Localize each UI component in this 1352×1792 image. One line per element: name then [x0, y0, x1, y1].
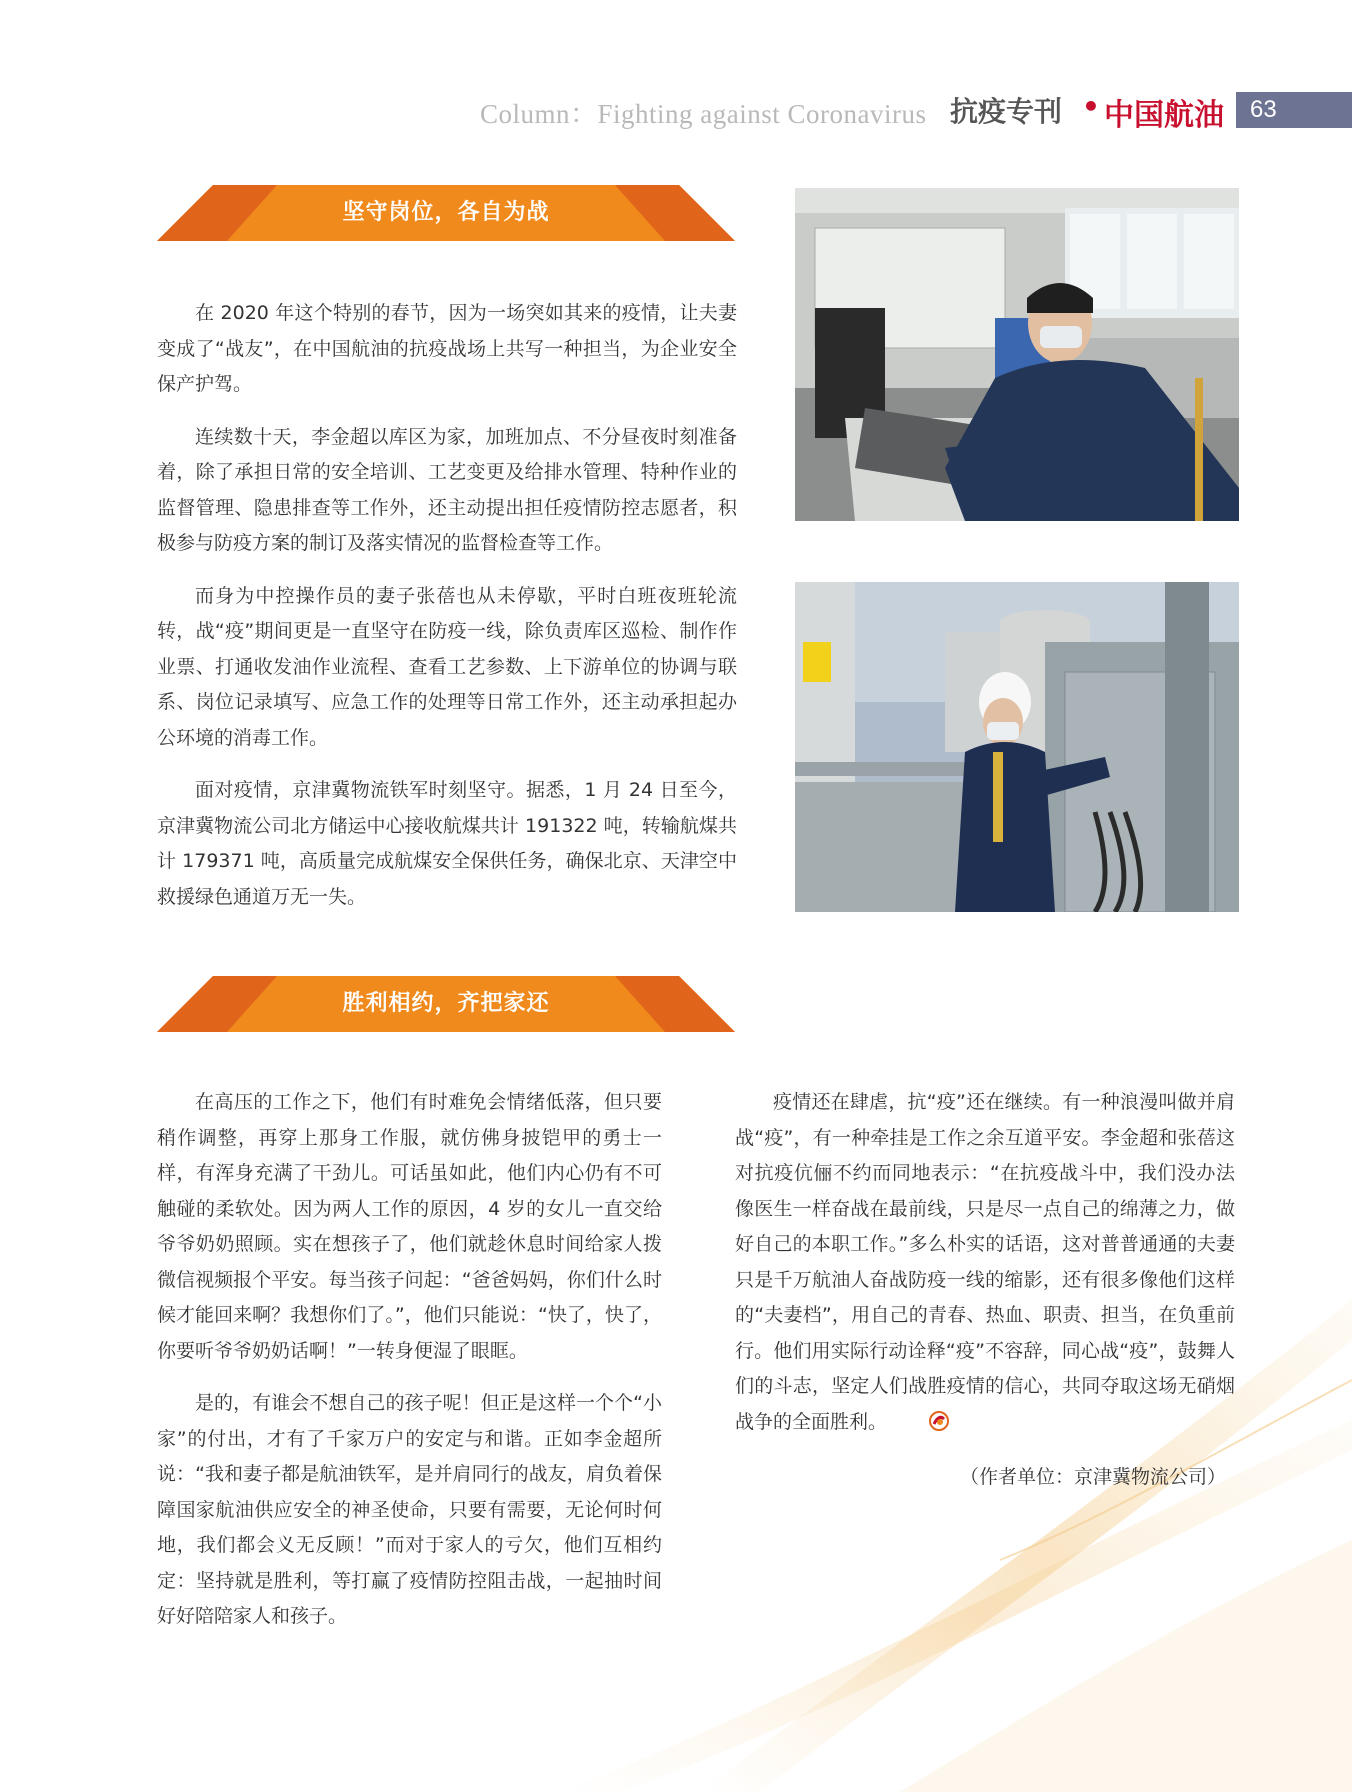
- paragraph: 而身为中控操作员的妻子张蓓也从未停歇，平时白班夜班轮流转，战“疫”期间更是一直坚守在防疫一线，除负责库区巡检、制作作业票、打通收发油作业流程、查看工艺参数、上下游单位的协调与联系、岗位记录填写、应急工作的处理等日常工作外，还主动承担起办公环境的消毒工作。: [157, 584, 737, 749]
- section2-title: 胜利相约，齐把家还: [342, 991, 550, 1016]
- paragraph: 面对疫情，京津冀物流铁军时刻坚守。据悉，1 月 24 日至今，京津冀物流公司北方储运中心接收航煤共计 191322 吨，转输航煤共计 179371 吨，高质量完成航煤安全保供任务，确保北京、天津空中救援绿色通道万无一失。: [157, 779, 737, 908]
- section2-banner: [157, 976, 735, 1032]
- section1-banner: [157, 185, 735, 241]
- office-photo: [795, 188, 1239, 521]
- paragraph: 连续数十天，李金超以库区为家，加班加点、不分昼夜时刻准备着，除了承担日常的安全培训、工艺变更及给排水管理、特种作业的监督管理、隐患排查等工作外，还主动提出担任疫情防控志愿者，积极参与防疫方案的制订及落实情况的监督检查等工作。: [157, 425, 737, 554]
- paragraph: [735, 1085, 1235, 1440]
- section1-text: [157, 296, 737, 932]
- column-title-cn: 抗疫专刊: [950, 95, 1063, 128]
- inspection-photo: [795, 582, 1239, 912]
- author-note: （作者单位：京津冀物流公司）: [960, 1466, 1227, 1488]
- paragraph: 在高压的工作之下，他们有时难免会情绪低落，但只要稍作调整，再穿上那身工作服，就仿佛身披铠甲的勇士一样，有浑身充满了干劲儿。可话虽如此，他们内心仍有不可触碰的柔软处。因为两人工作的原因，4 岁的女儿一直交给爷爷奶奶照顾。实在想孩子了，他们就趁休息时间给家人拨微信视频报个平安。每当孩子问起：“爸爸妈妈，你们什么时候才能回来啊？我想你们了。”，他们只能说：“快了，快了，你要听爷爷奶奶话啊！”一转身便湿了眼眶。: [157, 1091, 662, 1362]
- section2-right-text: [735, 1085, 1235, 1457]
- header-dot: •: [1082, 90, 1100, 123]
- page-number: 63: [1250, 96, 1277, 123]
- paragraph: 是的，有谁会不想自己的孩子呢！但正是这样一个个“小家”的付出，才有了千家万户的安定与和谐。正如李金超所说：“我和妻子都是航油铁军，是并肩同行的战友，肩负着保障国家航油供应安全的神圣使命，只要有需要，无论何时何地，我们都会义无反顾！”而对于家人的亏欠，他们互相约定：坚持就是胜利，等打赢了疫情防控阻击战，一起抽时间好好陪陪家人和孩子。: [157, 1392, 662, 1627]
- column-title-en: Column：Fighting against Coronavirus: [480, 99, 927, 129]
- section2-left-text: [157, 1085, 662, 1652]
- paragraph: 在 2020 年这个特别的春节，因为一场突如其来的疫情，让夫妻变成了“战友”，在中国航油的抗疫战场上共写一种担当，为企业安全保产护驾。: [157, 302, 737, 395]
- section1-title: 坚守岗位，各自为战: [342, 200, 550, 225]
- end-mark-icon: [891, 1408, 911, 1428]
- paragraph-text: 疫情还在肆虐，抗“疫”还在继续。有一种浪漫叫做并肩战“疫”，有一种牵挂是工作之余互道平安。李金超和张蓓这对抗疫伉俪不约而同地表示：“在抗疫战斗中，我们没办法像医生一样奋战在最前线，只是尽一点自己的绵薄之力，做好自己的本职工作。”多么朴实的话语，这对普普通通的夫妻只是千万航油人奋战防疫一线的缩影，还有很多像他们这样的“夫妻档”，用自己的青春、热血、职责、担当，在负重前行。他们用实际行动诠释“疫”不容辞，同心战“疫”，鼓舞人们的斗志，坚定人们战胜疫情的信心，共同夺取这场无硝烟战争的全面胜利。: [735, 1091, 1235, 1433]
- brand-name: 中国航油: [1104, 98, 1224, 133]
